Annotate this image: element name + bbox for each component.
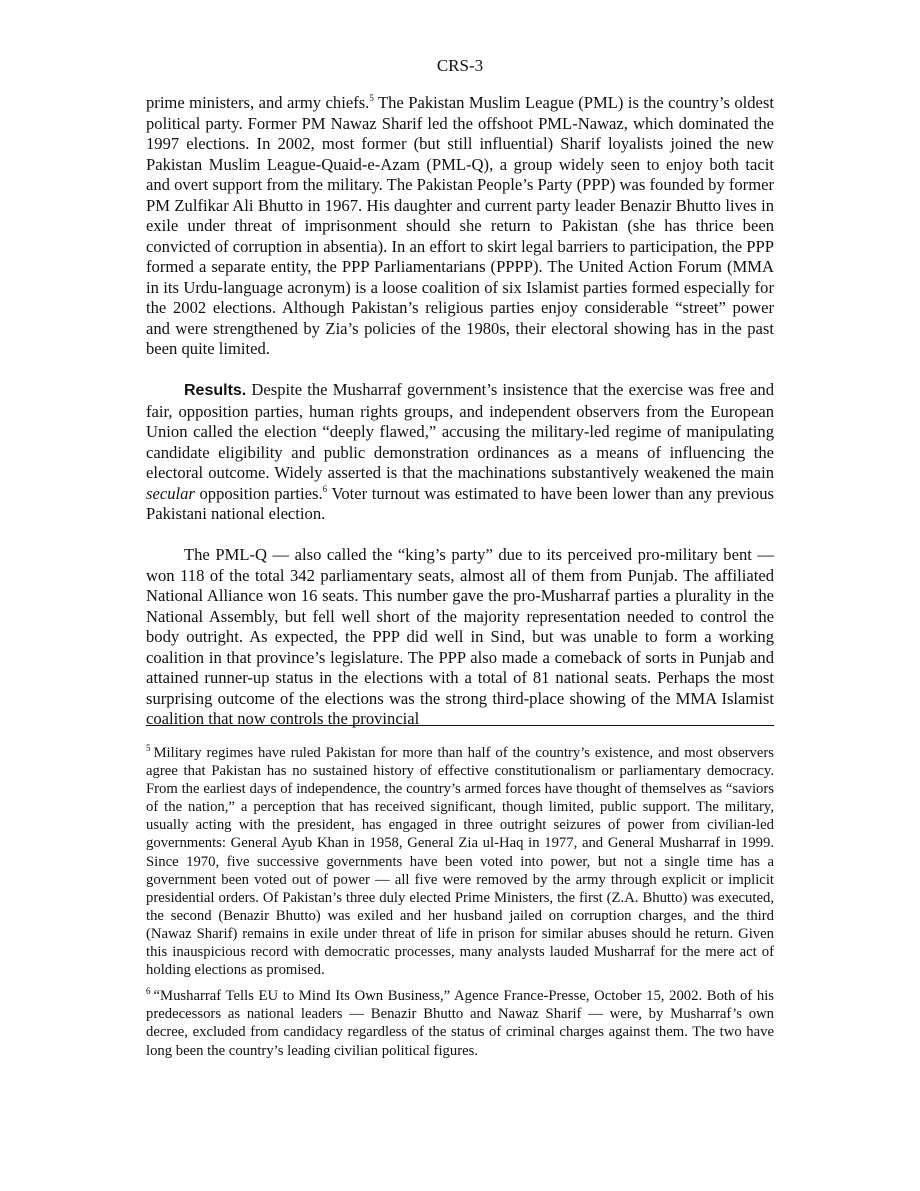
section-heading-results: Results. bbox=[184, 382, 247, 399]
footnotes bbox=[146, 744, 774, 1060]
footnote-mark: 6 bbox=[146, 986, 151, 997]
emphasis-secular: secular bbox=[146, 483, 195, 503]
paragraph-text: opposition parties. bbox=[194, 483, 323, 503]
paragraph-results bbox=[146, 380, 774, 525]
footnote-ref-5[interactable]: 5 bbox=[369, 93, 374, 103]
paragraph-parties bbox=[146, 93, 774, 360]
paragraph-text: Despite the Musharraf government’s insistence that the exercise was free and fair, opposition parties, human rights groups, and independent observers from the European Union called the election “deeply flawed,” accusing the military-led regime of manipulating candidate eligibility and public demonstration ordinances as a means of influencing the electoral outcome. Widely asserted is that the machinations substantively weakened the main bbox=[146, 380, 774, 482]
footnote-6 bbox=[146, 987, 774, 1059]
paragraph-pmlq-seats: The PML-Q — also called the “king’s party” due to its perceived pro-military bent — won 118 of the total 342 parliamentary seats, almost all of them from Punjab. The affiliated National Alliance won 16 seats. This number gave the pro-Musharraf parties a plurality in the National Assembly, but fell well short of the majority representation needed to control the body outright. As expected, the PPP did well in Sind, but was unable to form a working coalition in that province’s legislature. The PPP also made a comeback of sorts in Punjab and attained runner-up status in the elections with a total of 81 national seats. Perhaps the most surprising outcome of the elections was the strong third-place showing of the MMA Islamist coalition that now controls the provincial bbox=[146, 545, 774, 728]
footnote-text: Military regimes have ruled Pakistan for more than half of the country’s existence, and most observers agree that Pakistan has no sustained history of effective constitutionalism or parliamentary democracy. From the earliest days of independence, the country’s armed forces have thought of themselves as “saviors of the nation,” a perception that has received significant, though limited, public support. The military, usually acting with the president, has engaged in three outright seizures of power from civilian-led governments: General Ayub Khan in 1958, General Zia ul-Haq in 1977, and General Musharraf in 1999. Since 1970, five successive governments have been voted into power, but not a single time has a government been voted out of power — all five were removed by the army through explicit or implicit presidential orders. Of Pakistan’s three duly elected Prime Ministers, the first (Z.A. Bhutto) was executed, the second (Benazir Bhutto) was exiled and her husband jailed on corruption charges, and the third (Nawaz Sharif) remains in exile under threat of life in prison for similar abuses should he return. Given this inauspicious record with democratic processes, many analysts lauded Musharraf for the mere act of holding elections as promised. bbox=[146, 745, 774, 979]
paragraph-text: The Pakistan Muslim League (PML) is the country’s oldest political party. Former PM Nawaz Sharif led the offshoot PML-Nawaz, which dominated the 1997 elections. In 2002, most former (but still influential) Sharif loyalists joined the new Pakistan Muslim League-Quaid-e-Azam (PML-Q), a group widely seen to enjoy both tacit and overt support from the military. The Pakistan People’s Party (PPP) was founded by former PM Zulfikar Ali Bhutto in 1967. His daughter and current party leader Benazir Bhutto lives in exile under threat of imprisonment should she return to Pakistan (she has thrice been convicted of corruption in absentia). In an effort to skirt legal barriers to participation, the PPP formed a separate entity, the PPP Parliamentarians (PPPP). The United Action Forum (MMA in its Urdu-language acronym) is a loose coalition of six Islamist parties formed especially for the 2002 elections. Although Pakistan’s religious parties enjoy considerable “street” power and were strengthened by Zia’s policies of the 1980s, their electoral showing has in the past been quite limited. bbox=[146, 93, 774, 358]
body-text bbox=[146, 93, 774, 730]
footnote-5 bbox=[146, 744, 774, 979]
paragraph-text: Voter turnout was estimated to have been lower than any previous Pakistani national election. bbox=[146, 483, 774, 523]
paragraph-text: prime ministers, and army chiefs. bbox=[146, 93, 370, 112]
footnote-separator bbox=[146, 725, 774, 726]
footnote-text: “Musharraf Tells EU to Mind Its Own Business,” Agence France-Presse, October 15, 2002. Both of his predecessors as national leaders — Benazir Bhutto and Nawaz Sharif — were, by Musharraf’s own decree, excluded from candidacy regardless of the status of criminal charges against them. The two have long been the country’s leading civilian political figures. bbox=[146, 988, 774, 1059]
footnote-mark: 5 bbox=[146, 743, 151, 753]
footnote-ref-6[interactable]: 6 bbox=[322, 483, 328, 494]
page-number-header: CRS-3 bbox=[436, 56, 484, 75]
